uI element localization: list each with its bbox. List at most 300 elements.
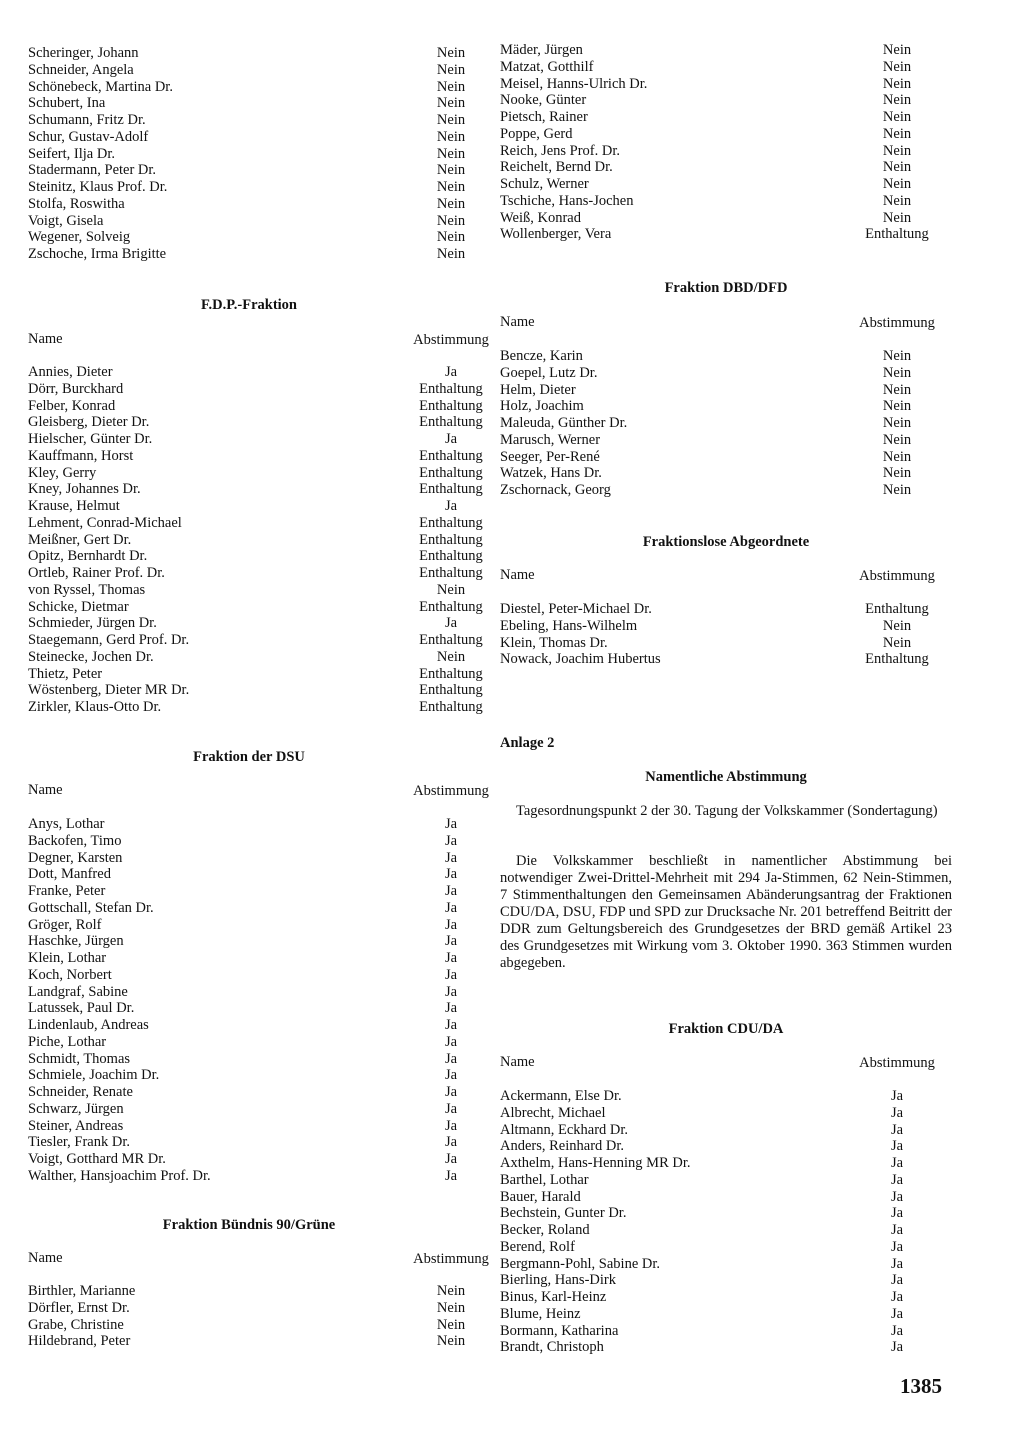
member-name: Stadermann, Peter Dr. [28,162,157,179]
vote-value: Ja [444,1000,458,1017]
vote-column-header: Abstimmung [413,332,489,348]
member-name: Helm, Dieter [500,381,576,398]
member-name: Schmidt, Thomas [28,1050,131,1067]
table-row [28,246,470,263]
table-row [28,213,470,230]
member-name: Steiner, Andreas [28,1117,124,1134]
name-column-header: Name [500,567,535,583]
member-name: Anys, Lothar [28,816,105,832]
table-row [28,364,470,381]
member-name: Koch, Norbert [28,966,112,983]
member-name: Matzat, Gotthilf [500,58,594,75]
member-name: Schneider, Angela [28,61,134,78]
member-name: Kley, Gerry [28,464,97,481]
vote-value: Enthaltung [419,414,483,431]
table-row [28,1151,470,1168]
vote-value: Enthaltung [419,464,483,481]
vote-value: Ja [444,883,458,899]
section-title: Fraktion DBD/DFD [664,280,788,296]
member-name: Zirkler, Klaus-Otto Dr. [28,699,162,715]
vote-value: Ja [890,1255,904,1272]
vote-value: Nein [882,364,912,381]
table-row [28,548,483,565]
vote-value: Enthaltung [419,531,483,548]
vote-value: Ja [444,966,458,983]
table-row [500,109,952,126]
member-name: Goepel, Lutz Dr. [500,364,598,381]
table-row [500,1272,952,1289]
table-row [500,1239,952,1256]
member-name: Ortleb, Rainer Prof. Dr. [28,565,165,581]
member-name: Albrecht, Michael [500,1104,606,1121]
name-column-header: Name [500,314,535,330]
table-row [500,1138,952,1155]
column-header-row [500,567,952,585]
vote-value: Ja [890,1322,904,1339]
table-row [28,1168,470,1185]
member-name: Voigt, Gisela [28,212,104,229]
vote-value: Nein [436,95,466,112]
table-row [28,615,470,632]
vote-value: Nein [882,109,912,125]
table-row [28,1317,470,1334]
vote-value: Nein [882,159,912,176]
vote-value: Enthaltung [419,447,483,464]
vote-value: Ja [890,1205,904,1222]
vote-value: Enthaltung [419,632,483,648]
table-row [28,598,483,616]
member-name: Hildebrand, Peter [28,1333,131,1350]
table-row [28,1017,470,1034]
vote-value: Ja [444,1167,458,1184]
member-name: Haschke, Jürgen [28,933,124,950]
vote-value: Ja [444,1117,458,1134]
table-row [28,129,470,146]
vote-value: Nein [436,1316,466,1333]
vote-value: Ja [890,1305,904,1322]
annex-label: Anlage 2 [500,735,555,751]
table-row [500,59,952,76]
member-name: Brandt, Christoph [500,1339,604,1356]
table-row [500,1205,952,1222]
table-row [500,1323,952,1340]
table-row [28,984,470,1001]
vote-value: Nein [882,209,912,226]
vote-value: Enthaltung [419,682,483,699]
member-name: Mäder, Jürgen [500,42,583,58]
table-row [500,601,952,618]
vote-value: Ja [444,364,458,380]
member-name: Gröger, Rolf [28,916,102,933]
table-row [500,143,952,160]
page-number: 1385 [900,1374,942,1398]
vote-value: Nein [436,1283,466,1299]
member-name: Ebeling, Hans-Wilhelm [500,617,638,634]
table-row [28,1051,470,1068]
column-header-row [28,1250,489,1268]
name-column-header: Name [28,782,63,798]
table-row [500,635,952,652]
member-name: Bormann, Katharina [500,1322,619,1339]
vote-value: Nein [882,448,912,465]
table-row [28,162,470,179]
vote-value: Enthaltung [419,380,483,397]
member-name: Altmann, Eckhard Dr. [500,1121,629,1138]
section-title: Fraktion der DSU [193,749,305,765]
table-row [28,531,483,549]
member-name: Dott, Manfred [28,866,111,883]
member-name: Schicke, Dietmar [28,598,129,615]
table-row [28,883,470,900]
vote-value: Ja [444,950,458,966]
vote-value: Ja [890,1104,904,1121]
table-row [500,226,952,243]
table-row [500,449,952,466]
member-name: Anders, Reinhard Dr. [500,1138,625,1155]
member-name: Schumann, Fritz Dr. [28,112,146,128]
vote-value: Nein [436,145,466,162]
vote-value: Ja [890,1272,904,1289]
member-name: Schneider, Renate [28,1084,133,1100]
member-name: Nooke, Günter [500,92,587,109]
vote-value: Ja [444,866,458,883]
table-row [28,431,470,448]
table-row [28,1084,470,1101]
member-name: Seifert, Ilja Dr. [28,145,115,162]
member-name: Schur, Gustav-Adolf [28,128,149,145]
table-row [28,833,470,850]
member-name: Bergmann-Pohl, Sabine Dr. [500,1255,661,1272]
member-name: Wöstenberg, Dieter MR Dr. [28,682,190,699]
table-row [28,196,470,213]
table-row [28,565,483,582]
vote-column-header: Abstimmung [413,1251,489,1267]
member-name: Seeger, Per-René [500,448,600,465]
vote-value: Ja [890,1238,904,1255]
member-name: Kauffmann, Horst [28,447,134,464]
member-name: Watzek, Hans Dr. [500,465,602,482]
table-row [28,62,470,79]
vote-value: Ja [444,1033,458,1050]
table-row [28,79,470,96]
table-row [500,1306,952,1323]
member-name: Voigt, Gotthard MR Dr. [28,1151,166,1167]
vote-value: Ja [444,1067,458,1084]
table-row [500,1339,952,1356]
table-row [28,481,483,498]
vote-value: Ja [444,1084,458,1100]
vote-value: Nein [882,42,912,58]
vote-value: Enthaltung [419,699,483,715]
member-name: Pietsch, Rainer [500,109,588,125]
table-row [28,699,483,716]
section-title: F.D.P.-Fraktion [200,297,297,313]
section-title: Fraktionslose Abgeordnete [642,534,810,550]
column-header-row [28,782,489,800]
table-row [28,933,470,950]
resolution-paragraph: Die Volkskammer beschließt in namentlicher Abstimmung bei notwendiger Zwei-Drittel-Mehrheit mit 294 Ja-Stimmen, 62 Nein-Stimmen, 7 Stimmenthaltungen den Gemeinsamen Abänderungsantrag der Fraktionen CDU/DA, DSU, FDP und SPD zur Drucksache Nr. 201 betreffend Beitritt der DDR zum Geltungsbereich des Grundgesetzes der BRD gemäß Artikel 23 des Grundgesetzes mit Wirkung vom 3. Oktober 1990. 363 Stimmen wurden abgegeben. [500,853,952,971]
vote-value: Ja [444,933,458,950]
table-row [28,229,470,246]
table-row [28,1000,470,1017]
member-name: Annies, Dieter [28,364,113,380]
table-row [28,95,470,112]
member-name: Dörr, Burckhard [28,380,124,397]
member-name: Krause, Helmut [28,498,120,514]
table-row [28,146,470,163]
vote-column-header: Abstimmung [413,783,489,799]
table-row [500,1189,952,1206]
name-column-header: Name [28,331,63,347]
member-name: Klein, Lothar [28,950,107,966]
table-row [500,92,952,109]
vote-value: Nein [882,92,912,109]
table-row [28,632,483,649]
member-name: Gottschall, Stefan Dr. [28,899,154,916]
table-row [500,176,952,193]
table-row [28,1283,470,1300]
vote-value: Nein [436,581,466,598]
member-name: Zschornack, Georg [500,482,611,498]
vote-value: Enthaltung [419,598,483,615]
member-name: Binus, Karl-Heinz [500,1289,607,1305]
vote-value: Ja [444,899,458,916]
member-name: Steinitz, Klaus Prof. Dr. [28,179,168,195]
member-name: Barthel, Lothar [500,1171,589,1188]
member-name: Schulz, Werner [500,176,589,192]
member-name: Felber, Konrad [28,397,116,414]
agenda-paragraph: Tagesordnungspunkt 2 der 30. Tagung der Volkskammer (Sondertagung) [516,803,938,819]
vote-value: Nein [882,176,912,192]
table-row [28,414,483,431]
vote-value: Nein [882,482,912,498]
vote-value: Ja [444,916,458,933]
member-name: Piche, Lothar [28,1033,107,1050]
table-row [28,1067,470,1084]
annex-title: Namentliche Abstimmung [645,769,807,785]
member-name: Tiesler, Frank Dr. [28,1134,130,1151]
vote-value: Ja [444,1050,458,1067]
vote-value: Ja [444,431,458,447]
member-name: Meißner, Gert Dr. [28,531,132,548]
member-name: Bauer, Harald [500,1188,581,1205]
vote-value: Ja [890,1339,904,1356]
member-name: Tschiche, Hans-Jochen [500,192,634,209]
vote-value: Nein [882,617,912,634]
table-row [500,465,952,482]
member-name: Weiß, Konrad [500,209,581,226]
vote-value: Ja [890,1289,904,1305]
member-name: von Ryssel, Thomas [28,581,146,598]
table-row [28,1034,470,1051]
vote-value: Nein [882,348,912,364]
member-name: Bencze, Karin [500,348,583,364]
member-name: Stolfa, Roswitha [28,195,125,212]
name-column-header: Name [500,1054,535,1070]
table-row [500,193,952,210]
member-name: Schmiele, Joachim Dr. [28,1067,160,1084]
table-row [28,514,483,532]
vote-value: Nein [882,192,912,209]
vote-value: Nein [882,75,912,92]
vote-value: Nein [882,125,912,142]
member-name: Reich, Jens Prof. Dr. [500,142,621,159]
vote-value: Ja [444,1017,458,1033]
member-name: Steinecke, Jochen Dr. [28,648,154,665]
vote-value: Nein [882,431,912,448]
member-name: Degner, Karsten [28,849,123,866]
vote-value: Nein [436,246,466,262]
vote-value: Enthaltung [865,651,929,668]
table-row [28,447,483,465]
vote-value: Nein [436,162,466,179]
member-name: Klein, Thomas Dr. [500,634,608,651]
member-name: Opitz, Bernhardt Dr. [28,548,148,565]
vote-value: Nein [436,128,466,145]
member-name: Poppe, Gerd [500,125,573,142]
table-row [28,649,470,666]
table-row [500,482,952,499]
member-name: Lehment, Conrad-Michael [28,514,182,531]
vote-value: Enthaltung [419,514,483,531]
vote-value: Nein [882,58,912,75]
vote-value: Ja [444,1151,458,1167]
vote-value: Ja [444,498,458,514]
table-row [28,112,470,129]
table-row [500,1289,952,1306]
table-row [28,950,470,967]
table-row [28,179,470,196]
table-row [28,582,470,599]
member-name: Scheringer, Johann [28,45,139,61]
member-name: Schmieder, Jürgen Dr. [28,615,157,632]
vote-value: Nein [882,398,912,415]
vote-column-header: Abstimmung [859,1055,935,1071]
table-row [28,967,470,984]
vote-value: Ja [444,1100,458,1117]
vote-value: Enthaltung [865,601,929,617]
table-row [28,1134,470,1151]
vote-value: Ja [890,1155,904,1171]
member-name: Nowack, Joachim Hubertus [500,651,661,668]
table-row [28,1300,470,1317]
member-name: Reichelt, Bernd Dr. [500,159,613,176]
member-name: Grabe, Christine [28,1316,124,1333]
column-header-row [28,331,489,349]
member-name: Lindenlaub, Andreas [28,1017,149,1033]
vote-value: Ja [444,615,458,632]
table-row [500,126,952,143]
table-row [28,917,470,934]
vote-column-header: Abstimmung [859,568,935,584]
vote-value: Nein [882,415,912,431]
vote-value: Ja [444,832,458,849]
member-name: Staegemann, Gerd Prof. Dr. [28,632,190,648]
member-name: Landgraf, Sabine [28,983,128,1000]
member-name: Schönebeck, Martina Dr. [28,78,173,95]
table-row [500,348,952,365]
vote-value: Enthaltung [419,665,483,682]
member-name: Holz, Joachim [500,398,584,415]
vote-value: Ja [890,1121,904,1138]
member-name: Blume, Heinz [500,1305,581,1322]
section-title: Fraktion Bündnis 90/Grüne [162,1217,336,1233]
vote-value: Ja [890,1138,904,1155]
vote-value: Ja [444,849,458,866]
vote-value: Nein [882,142,912,159]
vote-value: Nein [436,212,466,229]
table-row [500,398,952,415]
table-row [28,397,483,415]
section-title: Fraktion CDU/DA [668,1021,784,1037]
member-name: Axthelm, Hans-Henning MR Dr. [500,1155,691,1171]
member-name: Becker, Roland [500,1222,590,1238]
member-name: Schubert, Ina [28,95,106,112]
table-row [28,1101,470,1118]
column-header-row [500,314,952,332]
table-row [500,432,952,449]
member-name: Kney, Johannes Dr. [28,481,141,498]
vote-value: Nein [882,381,912,398]
vote-column-header: Abstimmung [859,315,935,331]
vote-value: Ja [890,1088,904,1104]
table-row [500,1172,952,1189]
table-row [500,1222,952,1239]
member-name: Birthler, Marianne [28,1283,136,1299]
member-name: Diestel, Peter-Michael Dr. [500,601,652,617]
table-row [28,1118,470,1135]
vote-value: Nein [436,45,466,61]
member-name: Bechstein, Gunter Dr. [500,1205,627,1222]
member-name: Thietz, Peter [28,665,103,682]
member-name: Gleisberg, Dieter Dr. [28,414,150,431]
table-row [500,159,952,176]
table-row [28,682,483,699]
table-row [500,618,952,635]
table-row [500,210,952,227]
table-row [500,1088,952,1105]
vote-value: Nein [436,229,466,246]
vote-value: Nein [436,112,466,128]
member-name: Ackermann, Else Dr. [500,1088,622,1104]
name-column-header: Name [28,1250,63,1266]
table-row [28,850,470,867]
member-name: Franke, Peter [28,883,106,899]
vote-value: Ja [890,1188,904,1205]
vote-value: Nein [436,78,466,95]
table-row [28,900,470,917]
member-name: Bierling, Hans-Dirk [500,1272,616,1289]
member-name: Wollenberger, Vera [500,226,612,243]
member-name: Berend, Rolf [500,1238,575,1255]
vote-value: Nein [436,648,466,665]
vote-value: Enthaltung [865,226,929,243]
vote-value: Nein [882,634,912,651]
vote-value: Ja [890,1171,904,1188]
table-row [28,380,483,398]
vote-value: Enthaltung [419,565,483,581]
member-name: Backofen, Timo [28,832,122,849]
table-row [28,866,470,883]
table-row [500,1105,952,1122]
member-name: Latussek, Paul Dr. [28,1000,135,1017]
vote-value: Ja [890,1222,904,1238]
member-name: Dörfler, Ernst Dr. [28,1299,130,1316]
member-name: Hielscher, Günter Dr. [28,431,153,447]
member-name: Zschoche, Irma Brigitte [28,246,167,262]
table-row [28,498,470,515]
member-name: Wegener, Solveig [28,229,131,246]
